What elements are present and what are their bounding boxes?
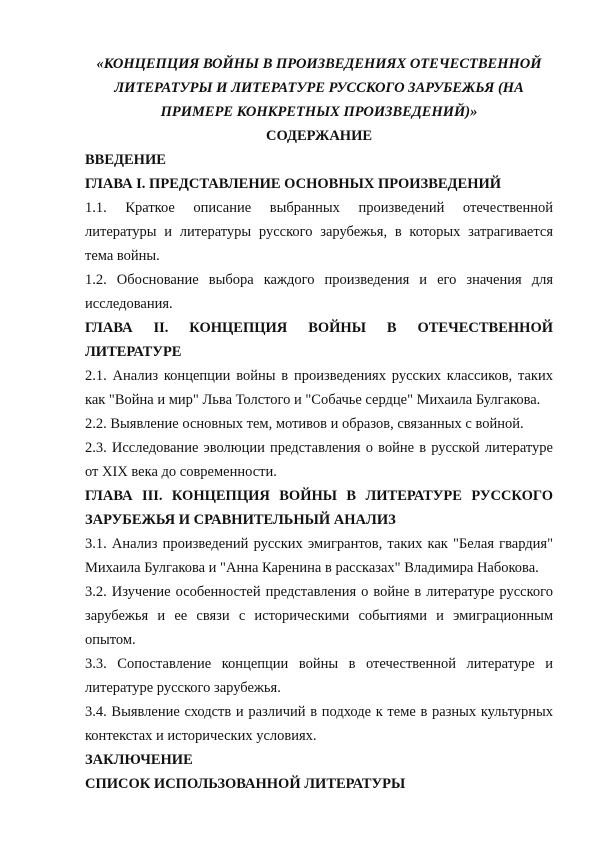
toc-entry-3-4: 3.4. Выявление сходств и различий в подходе к теме в разных культурных контекстах и исторических условиях. bbox=[85, 704, 553, 744]
toc-entry-chapter-2: ГЛАВА II. КОНЦЕПЦИЯ ВОЙНЫ В ОТЕЧЕСТВЕННОЙ ЛИТЕРАТУРЕ bbox=[85, 320, 553, 360]
toc-entry-conclusion: ЗАКЛЮЧЕНИЕ bbox=[85, 752, 193, 768]
toc-heading: СОДЕРЖАНИЕ bbox=[265, 128, 373, 144]
toc-entry-3-3: 3.3. Сопоставление концепции войны в отечественной литературе и литературе русского зарубежья. bbox=[85, 656, 553, 696]
toc-entry-2-3: 2.3. Исследование эволюции представления о войне в русской литературе от XIX века до современности. bbox=[85, 440, 553, 480]
toc-entry-introduction: ВВЕДЕНИЕ bbox=[85, 152, 166, 168]
toc-entry-2-2: 2.2. Выявление основных тем, мотивов и образов, связанных с войной. bbox=[85, 416, 524, 432]
document-title: «КОНЦЕПЦИЯ ВОЙНЫ В ПРОИЗВЕДЕНИЯХ ОТЕЧЕСТВЕННОЙ ЛИТЕРАТУРЫ И ЛИТЕРАТУРЕ РУССКОГО ЗАРУБЕЖЬЯ (НА ПРИМЕРЕ КОНКРЕТНЫХ ПРОИЗВЕДЕНИЙ)» bbox=[96, 56, 542, 120]
toc-entry-2-1: 2.1. Анализ концепции войны в произведениях русских классиков, таких как "Война и мир" Льва Толстого и "Собачье сердце" Михаила Булгакова. bbox=[85, 368, 553, 408]
toc-entry-references: СПИСОК ИСПОЛЬЗОВАННОЙ ЛИТЕРАТУРЫ bbox=[85, 776, 406, 792]
toc-entry-3-1: 3.1. Анализ произведений русских эмигрантов, таких как "Белая гвардия" Михаила Булгакова и "Анна Каренина в рассказах" Владимира Набокова. bbox=[85, 536, 553, 576]
toc-entry-1-2: 1.2. Обоснование выбора каждого произведения и его значения для исследования. bbox=[85, 272, 553, 312]
toc-entry-3-2: 3.2. Изучение особенностей представления о войне в литературе русского зарубежья и ее связи с историческими событиями и эмиграционным опытом. bbox=[85, 584, 553, 648]
document-page bbox=[85, 50, 553, 796]
toc-entry-chapter-3: ГЛАВА III. КОНЦЕПЦИЯ ВОЙНЫ В ЛИТЕРАТУРЕ РУССКОГО ЗАРУБЕЖЬЯ И СРАВНИТЕЛЬНЫЙ АНАЛИЗ bbox=[85, 488, 553, 528]
toc-entry-1-1: 1.1. Краткое описание выбранных произведений отечественной литературы и литературы русского зарубежья, в которых затрагивается тема войны. bbox=[85, 200, 553, 264]
toc-entry-chapter-1: ГЛАВА I. ПРЕДСТАВЛЕНИЕ ОСНОВНЫХ ПРОИЗВЕДЕНИЙ bbox=[85, 176, 502, 192]
